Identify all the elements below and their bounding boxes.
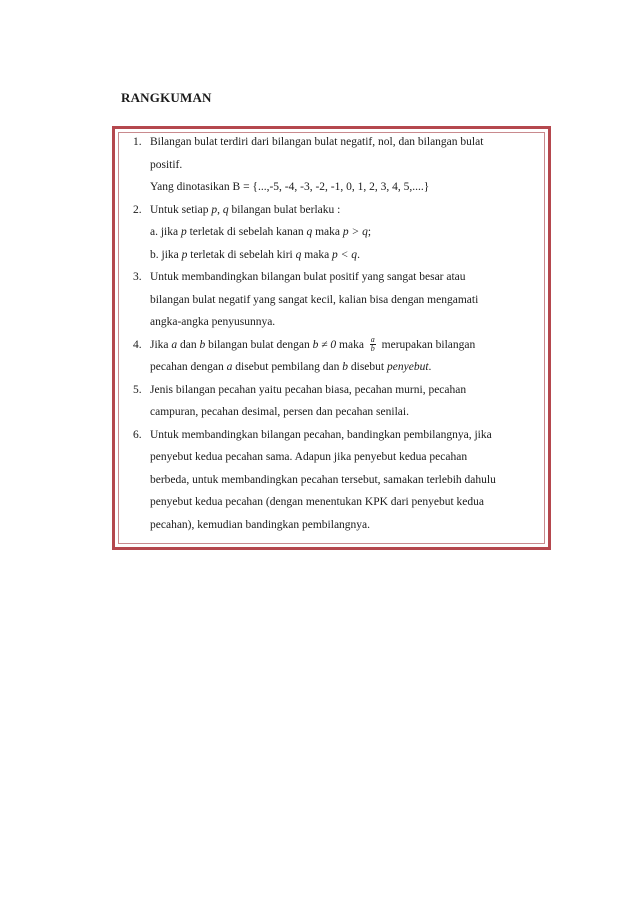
item-number: 6. (133, 428, 142, 441)
item-line (150, 334, 548, 357)
text-segment: disebut pembilang dan (232, 361, 343, 373)
relation: p > q (342, 226, 368, 238)
text-segment: a. jika (150, 226, 181, 238)
text-segment: maka (301, 248, 333, 261)
text-segment: . (428, 361, 432, 373)
text-segment: . (357, 248, 360, 261)
item-line: berbeda, untuk membandingkan pecahan tersebut, samakan terlebih dahulu (150, 473, 496, 486)
item-line (150, 199, 548, 222)
variable-a: a (171, 338, 178, 351)
condition: b ≠ 0 (312, 338, 337, 351)
relation: p < q (332, 248, 358, 261)
item-line: bilangan bulat negatif yang sangat kecil, kalian bisa dengan mengamati (150, 293, 479, 306)
variable-p: p (180, 226, 187, 238)
summary-heading: RANGKUMAN (121, 90, 212, 105)
item-line: angka-angka penyusunnya. (150, 316, 276, 328)
text-segment: Untuk setiap (150, 203, 212, 216)
text-segment: disebut (348, 361, 387, 373)
item-number: 3. (133, 271, 142, 283)
text-segment: ; (367, 226, 372, 238)
item-line: penyebut kedua pecahan (dengan menentukan KPK dari penyebut kedua (150, 496, 485, 508)
variable-q: q (295, 248, 302, 261)
text-segment: Jika (150, 338, 172, 351)
item-line: Jenis bilangan pecahan yaitu pecahan biasa, pecahan murni, pecahan (150, 383, 467, 396)
sub-item-a (150, 221, 548, 244)
variable-a: a (226, 361, 233, 373)
summary-box (112, 126, 551, 550)
variable-p: p (181, 248, 188, 261)
item-line: Bilangan bulat terdiri dari bilangan bulat negatif, nol, dan bilangan bulat (150, 136, 484, 148)
item-line: positif. (150, 158, 183, 171)
item-number: 5. (133, 383, 142, 396)
fraction-denominator: b (370, 344, 375, 354)
item-line: Untuk membandingkan bilangan bulat positif yang sangat besar atau (150, 271, 466, 283)
fraction (370, 336, 376, 353)
text-segment: terletak di sebelah kiri (187, 248, 296, 261)
text-segment: pecahan dengan (150, 361, 227, 373)
list-item-5 (115, 379, 548, 424)
text-segment: maka (312, 226, 343, 238)
summary-list (115, 131, 548, 536)
list-item-4 (115, 334, 548, 379)
item-line: pecahan), kemudian bandingkan pembilangnya. (150, 518, 371, 531)
list-item-6 (115, 424, 548, 537)
text-segment: dan (177, 338, 200, 351)
item-number: 2. (133, 203, 142, 216)
text-segment: , (217, 203, 223, 216)
text-segment: merupakan bilangan (378, 338, 476, 351)
item-line: campuran, pecahan desimal, persen dan pecahan senilai. (150, 406, 409, 418)
list-item-3 (115, 266, 548, 334)
variable-q: q (222, 203, 229, 216)
item-line (150, 356, 548, 379)
item-line: penyebut kedua pecahan sama. Adapun jika penyebut kedua pecahan (150, 451, 468, 463)
fraction-numerator: a (370, 335, 375, 345)
variable-b: b (342, 361, 349, 373)
text-segment: bilangan bulat berlaku : (228, 203, 341, 216)
list-item-2 (115, 199, 548, 267)
term-penyebut: penyebut (387, 361, 429, 373)
variable-b: b (199, 338, 206, 351)
list-item-1 (115, 131, 548, 199)
item-line: Yang dinotasikan B = {...,-5, -4, -3, -2, -1, 0, 1, 2, 3, 4, 5,....} (150, 181, 430, 193)
text-segment: b. jika (150, 248, 182, 261)
text-segment: bilangan bulat dengan (205, 338, 313, 351)
item-number: 1. (133, 136, 142, 148)
text-segment: terletak di sebelah kanan (186, 226, 307, 238)
item-line: Untuk membandingkan bilangan pecahan, bandingkan pembilangnya, jika (150, 428, 492, 441)
sub-item-b (150, 244, 548, 267)
variable-p: p (211, 203, 218, 216)
item-number: 4. (133, 338, 142, 351)
text-segment: maka (336, 338, 367, 351)
variable-q: q (306, 226, 313, 238)
